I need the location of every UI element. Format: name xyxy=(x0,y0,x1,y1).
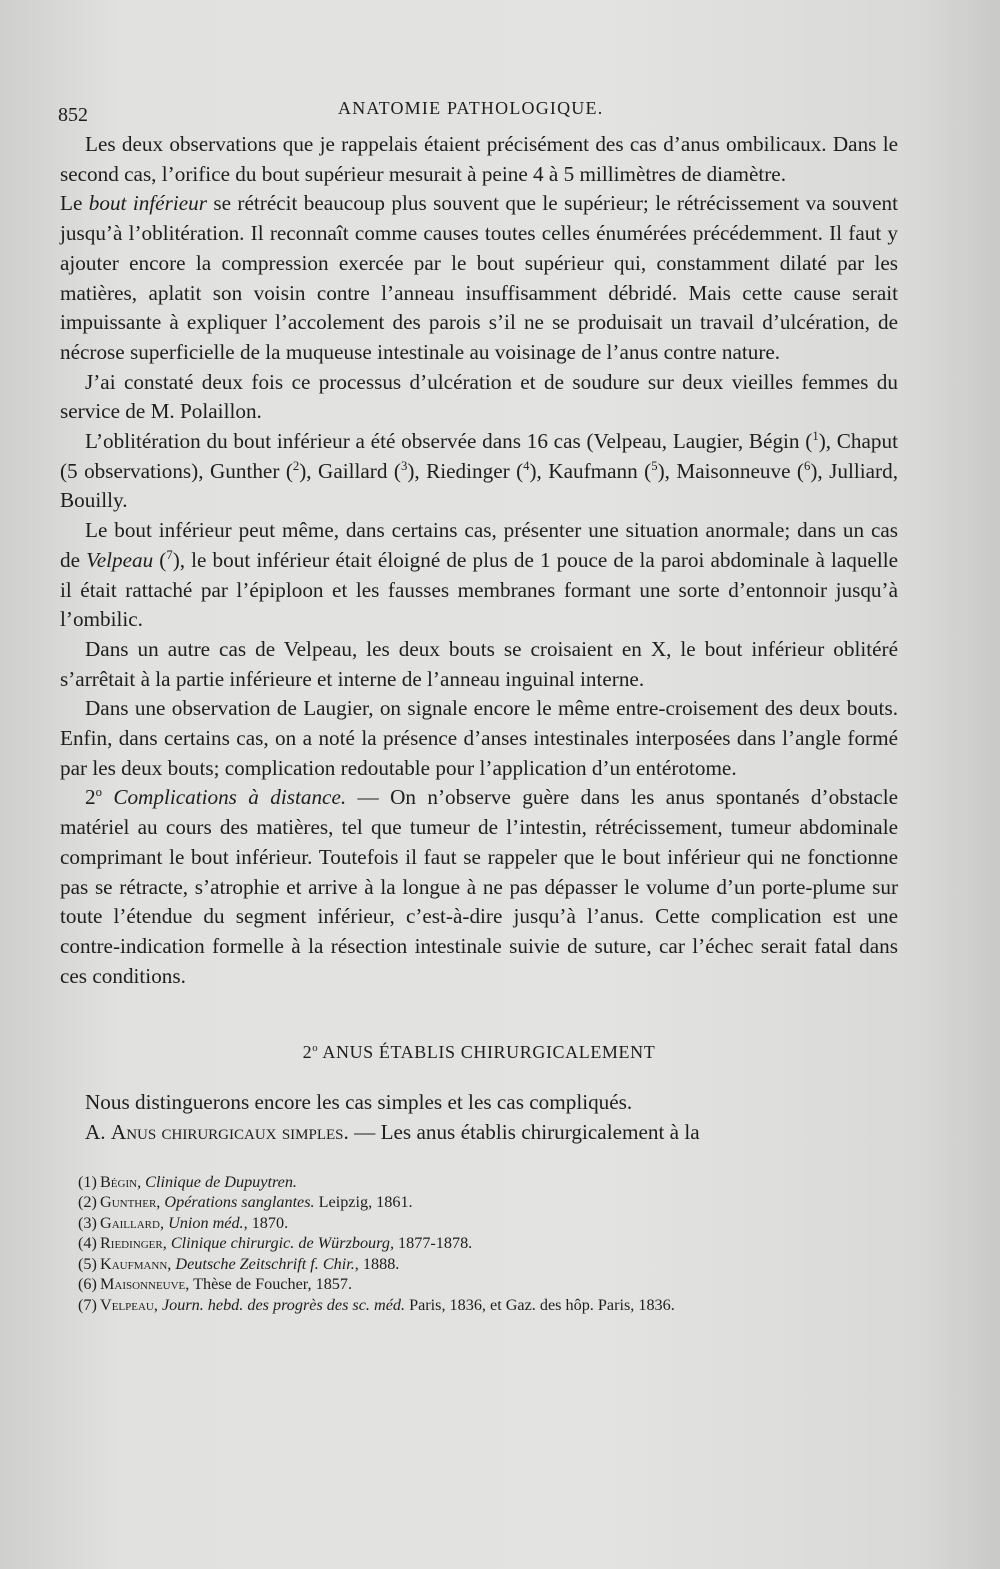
footnote-author: Maisonneuve, xyxy=(100,1275,190,1294)
paragraph xyxy=(60,427,898,516)
text-run: ), Gaillard ( xyxy=(299,458,401,483)
text-run: ), Chaput (5 observations), Gunther ( xyxy=(60,429,898,483)
footnote-ref: 3 xyxy=(400,458,408,473)
italic-heading: Complications à distance. xyxy=(113,785,347,810)
page-body xyxy=(60,130,898,1316)
text-run: ( xyxy=(153,547,167,572)
footnote-mark: (2) xyxy=(78,1193,97,1212)
text-run: — On n’observe guère dans les anus spontanés d’obstacle matériel au cours des matières, tel que tumeur de l’intestin, rétrécissement, tumeur abdominale comprimant le bout inférieur. Toutefois il faut se rappeler que le bout inférieur qui ne fonctionne pas se rétracte, s’atrophie et arrive à la longue à ne pas dépasser le volume d’un porte-plume sur toute l’étendue du segment inférieur, c’est-à-dire jusqu’à l’anus. Cette complication est une contre-indication formelle à la résection intestinale suivie de suture, car l’échec serait fatal dans ces conditions. xyxy=(60,785,898,988)
text-run: ), Riedinger ( xyxy=(407,458,524,483)
footnote xyxy=(78,1192,898,1213)
paragraph: Dans un autre cas de Velpeau, les deux bouts se croisaient en X, le bout inférieur oblitéré s’arrêtait à la partie inférieure et interne de l’anneau inguinal interne. xyxy=(60,636,898,691)
footnote-text: 1877-1878. xyxy=(394,1234,473,1253)
footnote xyxy=(78,1254,898,1275)
text-run: ), Maisonneuve ( xyxy=(657,458,804,483)
section-number: 2 xyxy=(302,1042,313,1063)
footnote-mark: (6) xyxy=(78,1275,97,1294)
footnote-author: Bégin, xyxy=(100,1172,142,1191)
text-run: ), Kaufmann ( xyxy=(529,458,652,483)
text-run: — Les anus établis chirurgicalement à la xyxy=(348,1119,700,1144)
ordinal-mark: o xyxy=(95,785,102,800)
text-run: se rétrécit beaucoup plus souvent que le supérieur; le rétrécissement va souvent jusqu’à l’oblitération. Il reconnaît comme causes toutes celles énumérées précédemment. Il faut y ajouter encore la compression exercée par le bout supérieur qui, constamment dilaté par les matières, aplatit son voisin contre l’anneau insuffisamment débridé. Mais cette cause serait impuissante à expliquer l’accolement des parois s’il ne se produisait un travail d’ulcération, de nécrose superficielle de la muqueuse intestinale au voisinage de l’anus contre nature. xyxy=(60,191,898,364)
item-number: 2 xyxy=(85,785,96,810)
footnote-text: Thèse de Foucher, 1857. xyxy=(189,1275,353,1294)
footnote-text: Paris, 1836, et Gaz. des hôp. Paris, 1836. xyxy=(405,1296,675,1315)
paragraph xyxy=(60,189,898,367)
footnote-mark: (5) xyxy=(78,1254,97,1273)
footnote xyxy=(78,1233,898,1254)
footnote-title: Union méd., xyxy=(168,1213,248,1232)
footnote-mark: (3) xyxy=(78,1213,97,1232)
footnote-text: 1870. xyxy=(247,1213,289,1232)
footnote-text: Leipzig, 1861. xyxy=(314,1193,413,1212)
section-title-text: ANUS ÉTABLIS CHIRURGICALEMENT xyxy=(318,1042,656,1063)
paragraph: J’ai constaté deux fois ce processus d’ulcération et de soudure sur deux vieilles femmes du service de M. Polaillon. xyxy=(60,369,898,424)
paragraph: Dans une observation de Laugier, on signale encore le même entre-croisement des deux bouts. Enfin, dans certains cas, on a noté la présence d’anses intestinales interposées dans l’angle formé par les deux bouts; complication redoutable pour l’application d’un entérotome. xyxy=(60,696,898,780)
footnote-ref: 6 xyxy=(804,458,811,473)
smallcaps-heading: Anus chirurgicaux simples. xyxy=(110,1119,349,1144)
text-run: A. xyxy=(85,1119,111,1144)
footnote-author: Gaillard, xyxy=(100,1213,165,1232)
italic-term: Velpeau xyxy=(86,547,154,572)
footnote-author: Gunther, xyxy=(100,1193,161,1212)
footnote xyxy=(78,1295,898,1316)
footnote-ref: 7 xyxy=(166,547,173,562)
paragraph xyxy=(60,516,898,635)
footnote xyxy=(78,1172,898,1193)
footnote xyxy=(78,1213,898,1234)
footnote-ref: 5 xyxy=(651,458,658,473)
footnote-title: Opérations sanglantes. xyxy=(164,1193,315,1212)
paragraph: Les deux observations que je rappelais étaient précisément des cas d’anus ombilicaux. Dans le second cas, l’orifice du bout supérieur mesurait à peine 4 à 5 millimètres de diamètre. xyxy=(60,132,898,186)
footnote-title: Journ. hebd. des progrès des sc. méd. xyxy=(161,1296,406,1315)
footnote-mark: (7) xyxy=(78,1296,97,1315)
footnote-author: Kaufmann, xyxy=(100,1254,172,1273)
footnote-author: Riedinger, xyxy=(100,1234,167,1253)
text-run: L’oblitération du bout inférieur a été observée dans 16 cas (Velpeau, Laugier, Bégin ( xyxy=(85,429,813,454)
footnote-mark: (1) xyxy=(78,1172,97,1191)
footnote xyxy=(78,1274,898,1295)
footnote-title: Clinique chirurgic. de Würzbourg, xyxy=(170,1234,394,1253)
text-run: ), Julliard, Bouilly. xyxy=(60,458,898,513)
text-run: Le xyxy=(60,191,89,216)
footnote-ref: 4 xyxy=(523,458,530,473)
paragraph: Nous distinguerons encore les cas simples et les cas compliqués. xyxy=(85,1090,633,1115)
footnote-title: Deutsche Zeitschrift f. Chir., xyxy=(175,1254,359,1273)
ordinal-mark: o xyxy=(312,1042,319,1055)
page-header xyxy=(58,98,898,128)
paragraph xyxy=(60,1118,898,1148)
italic-term: bout inférieur xyxy=(88,191,207,216)
text-run: Le bout inférieur peut même, dans certains cas, présenter une situation anormale; dans un cas de xyxy=(60,518,898,572)
running-title: ANATOMIE PATHOLOGIQUE. xyxy=(338,98,604,118)
footnote-author: Velpeau, xyxy=(100,1296,158,1315)
section-heading xyxy=(60,1038,898,1068)
footnote-title: Clinique de Dupuytren. xyxy=(145,1172,297,1191)
paragraph xyxy=(60,783,898,991)
footnote-mark: (4) xyxy=(78,1234,97,1253)
page-number: 852 xyxy=(58,104,88,126)
footnote-text: 1888. xyxy=(358,1254,400,1273)
footnotes xyxy=(60,1172,898,1316)
text-run: ), le bout inférieur était éloigné de plus de 1 pouce de la paroi abdominale à laquelle il était rattaché par l’épiploon et les fausses membranes formant une sorte d’entonnoir jusqu’à l’ombilic. xyxy=(60,547,899,632)
footnote-ref: 2 xyxy=(292,458,300,473)
footnote-ref: 1 xyxy=(812,428,819,443)
